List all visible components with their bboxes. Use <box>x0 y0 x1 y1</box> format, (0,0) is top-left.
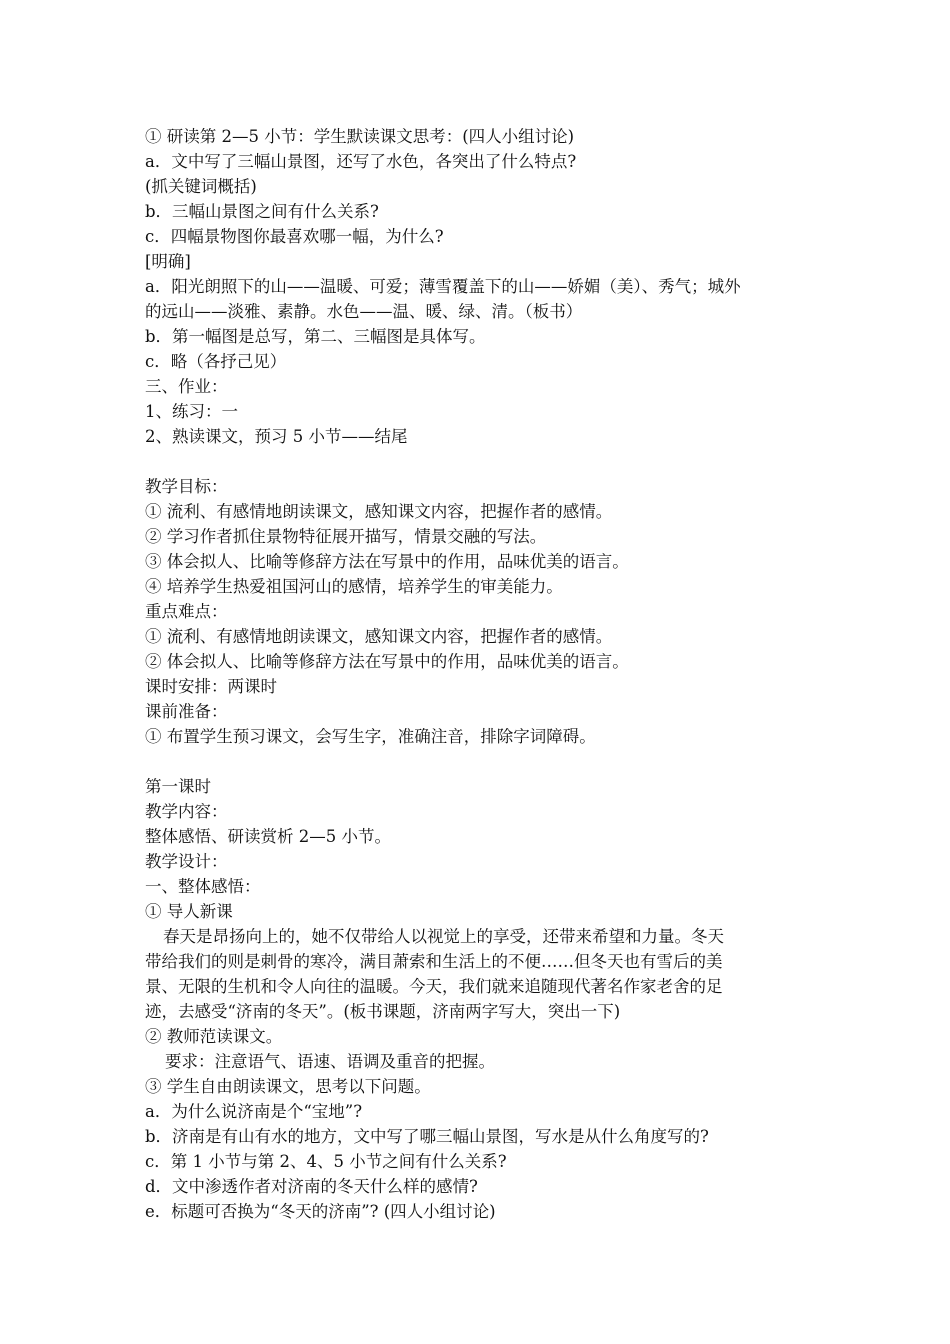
paragraph-line: 迹，去感受“济南的冬天”。(板书课题，济南两字写大，突出一下) <box>145 1002 621 1021</box>
blank-line <box>145 749 815 774</box>
section-heading: 课前准备： <box>145 702 228 721</box>
text-line: b．三幅山景图之间有什么关系? <box>145 202 379 221</box>
text-line: 1、练习：一 <box>145 402 238 421</box>
question-line: d．文中渗透作者对济南的冬天什么样的感情? <box>145 1177 478 1196</box>
question-line: e．标题可否换为“冬天的济南”? (四人小组讨论) <box>145 1202 496 1221</box>
text-line: 整体感悟、研读赏析 2—5 小节。 <box>145 827 391 846</box>
paragraph-line: 带给我们的则是刺骨的寒冷，满目萧索和生活上的不便……但冬天也有雪后的美 <box>145 952 723 971</box>
text-line: ① 研读第 2—5 小节：学生默读课文思考：(四人小组讨论) <box>145 127 575 146</box>
text-line: b．第一幅图是总写，第二、三幅图是具体写。 <box>145 327 486 346</box>
paragraph-line: 春天是昂扬向上的，她不仅带给人以视觉上的享受，还带来希望和力量。冬天 <box>163 927 724 946</box>
text-line: ③ 体会拟人、比喻等修辞方法在写景中的作用，品味优美的语言。 <box>145 552 629 571</box>
paragraph-line: 景、无限的生机和令人向往的温暖。今天，我们就来追随现代著名作家老舍的足 <box>145 977 723 996</box>
blank-line <box>145 449 815 474</box>
text-line: ① 流利、有感情地朗读课文，感知课文内容，把握作者的感情。 <box>145 627 613 646</box>
section-heading: 教学目标： <box>145 477 228 496</box>
text-line: ① 流利、有感情地朗读课文，感知课文内容，把握作者的感情。 <box>145 502 613 521</box>
question-line: c．第 1 小节与第 2、4、5 小节之间有什么关系? <box>145 1152 507 1171</box>
text-line: (抓关键词概括) <box>145 177 257 196</box>
section-heading: 重点难点： <box>145 602 228 621</box>
section-heading: 一、整体感悟： <box>145 877 261 896</box>
section-heading: 第一课时 <box>145 777 211 796</box>
document-body <box>145 124 815 1224</box>
text-line: ① 布置学生预习课文，会写生字，准确注音，排除字词障碍。 <box>145 727 596 746</box>
question-line: a．为什么说济南是个“宝地”? <box>145 1102 363 1121</box>
section-heading: 教学内容： <box>145 802 228 821</box>
text-line: ① 导人新课 <box>145 902 233 921</box>
text-line: a．阳光朗照下的山——温暖、可爱；薄雪覆盖下的山——娇媚（美）、秀气；城外 <box>145 277 741 296</box>
section-label: [明确] <box>145 252 191 271</box>
text-line: 的远山——淡雅、素静。水色——温、暖、绿、清。（板书） <box>145 302 583 321</box>
text-line: c．四幅景物图你最喜欢哪一幅，为什么? <box>145 227 444 246</box>
question-line: b．济南是有山有水的地方，文中写了哪三幅山景图，写水是从什么角度写的? <box>145 1127 709 1146</box>
section-heading: 三、作业： <box>145 377 228 396</box>
text-line: a．文中写了三幅山景图，还写了水色，各突出了什么特点? <box>145 152 577 171</box>
text-line: c．略（各抒己见） <box>145 352 287 371</box>
text-line: ② 体会拟人、比喻等修辞方法在写景中的作用，品味优美的语言。 <box>145 652 629 671</box>
text-line: ③ 学生自由朗读课文，思考以下问题。 <box>145 1077 431 1096</box>
text-line: ② 教师范读课文。 <box>145 1027 283 1046</box>
text-line: ② 学习作者抓住景物特征展开描写，情景交融的写法。 <box>145 527 547 546</box>
text-line: 要求：注意语气、语速、语调及重音的把握。 <box>165 1052 495 1071</box>
text-line: 2、熟读课文，预习 5 小节——结尾 <box>145 427 408 446</box>
text-line: ④ 培养学生热爱祖国河山的感情，培养学生的审美能力。 <box>145 577 563 596</box>
section-heading: 课时安排：两课时 <box>145 677 277 696</box>
section-heading: 教学设计： <box>145 852 228 871</box>
